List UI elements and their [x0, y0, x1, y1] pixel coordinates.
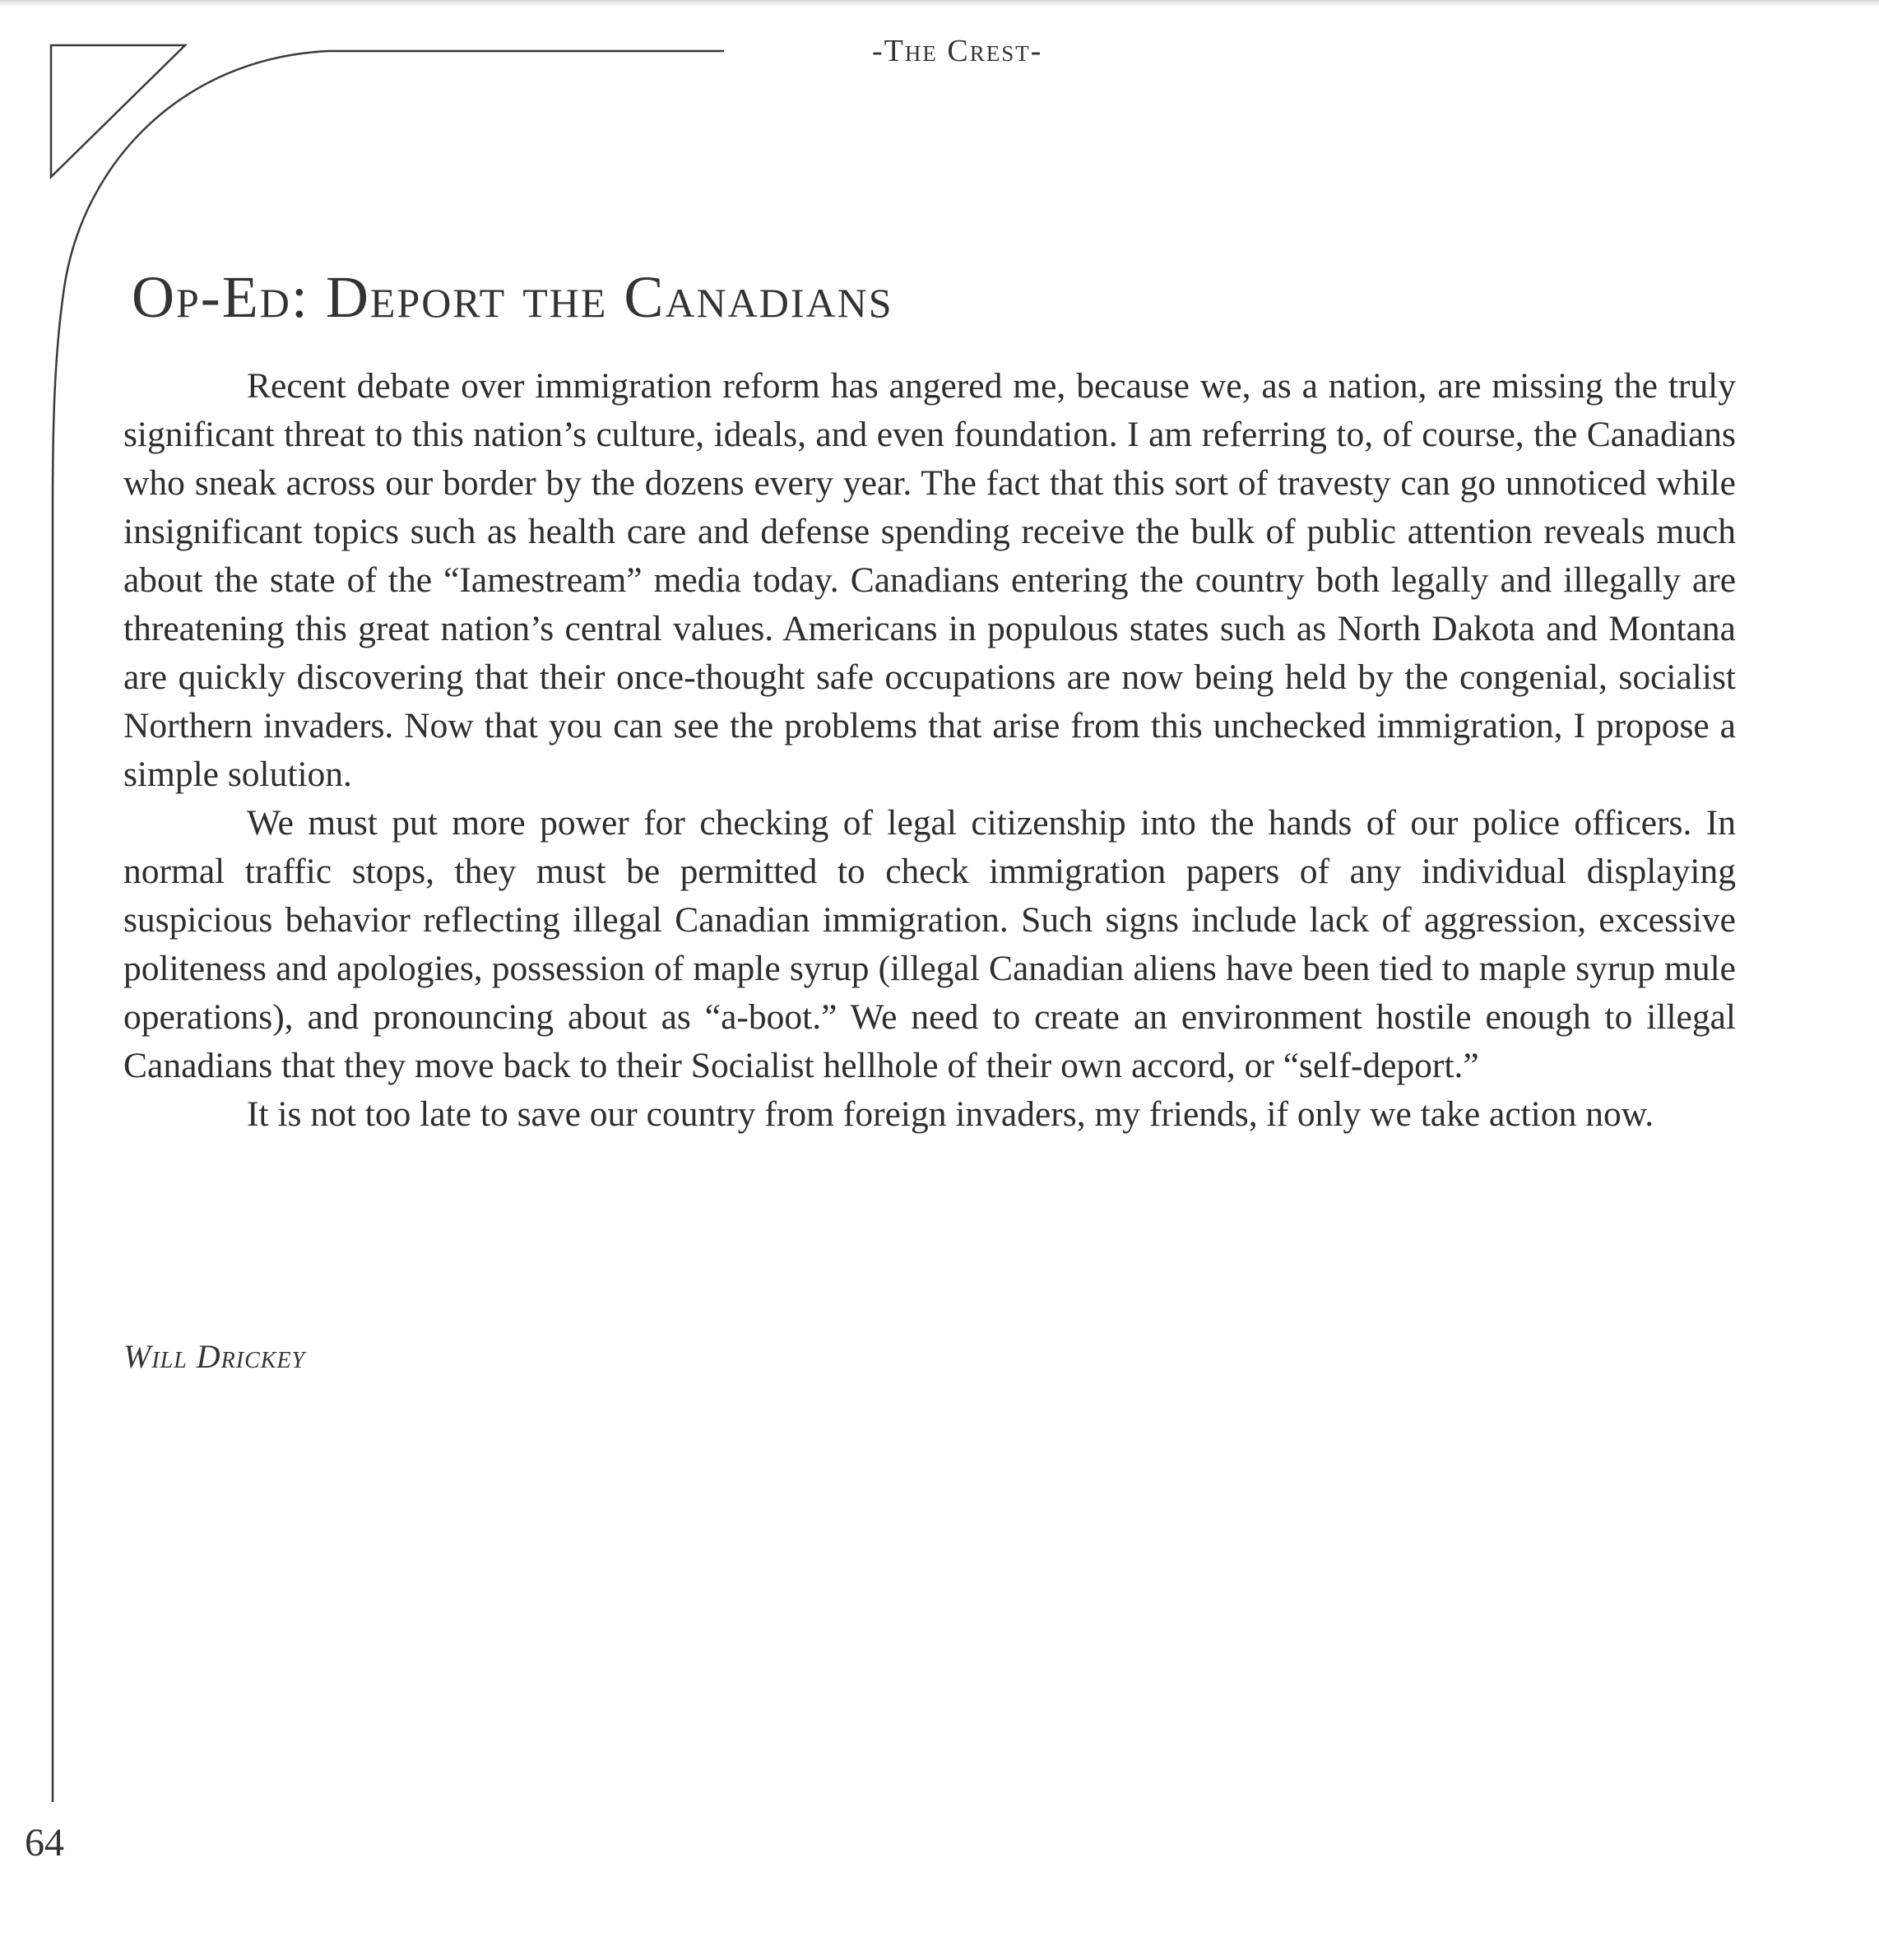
article-body — [123, 362, 1736, 1139]
page-number: 64 — [25, 1821, 64, 1865]
article-title: Op-Ed: Deport the Canadians — [132, 264, 893, 330]
paragraph: It is not too late to save our country from foreign invaders, my friends, if only we take action now. — [247, 1094, 1654, 1134]
paragraph: We must put more power for checking of legal citizenship into the hands of our police officers. In normal traffic stops, they must be permitted to check immigration papers of any individual displaying suspicious behavior reflecting illegal Canadian immigration. Such signs include lack of aggression, excessive politeness and apologies, possession of maple syrup (illegal Canadian aliens have been tied to maple syrup mule operations), and pronouncing about as “a-boot.” We need to create an environment hostile enough to illegal Canadians that they move back to their Socialist hellhole of their own accord, or “self-deport.” — [123, 803, 1736, 1085]
running-header: -The Crest- — [872, 34, 1043, 68]
paragraph: Recent debate over immigration reform has angered me, because we, as a nation, are missing the truly significant threat to this nation’s culture, ideals, and even foundation. I am referring to, of course, the Canadians who sneak across our border by the dozens every year. The fact that this sort of travesty can go unnoticed while insignificant topics such as health care and defense spending receive the bulk of public attention reveals much about the state of the “Iamestream” media today. Canadians entering the country both legally and illegally are threatening this great nation’s central values. Americans in populous states such as North Dakota and Montana are quickly discovering that their once-thought safe occupations are now being held by the congenial, socialist Northern invaders. Now that you can see the problems that arise from this unchecked immigration, I propose a simple solution. — [123, 366, 1736, 794]
author-byline: Will Drickey — [123, 1338, 306, 1375]
